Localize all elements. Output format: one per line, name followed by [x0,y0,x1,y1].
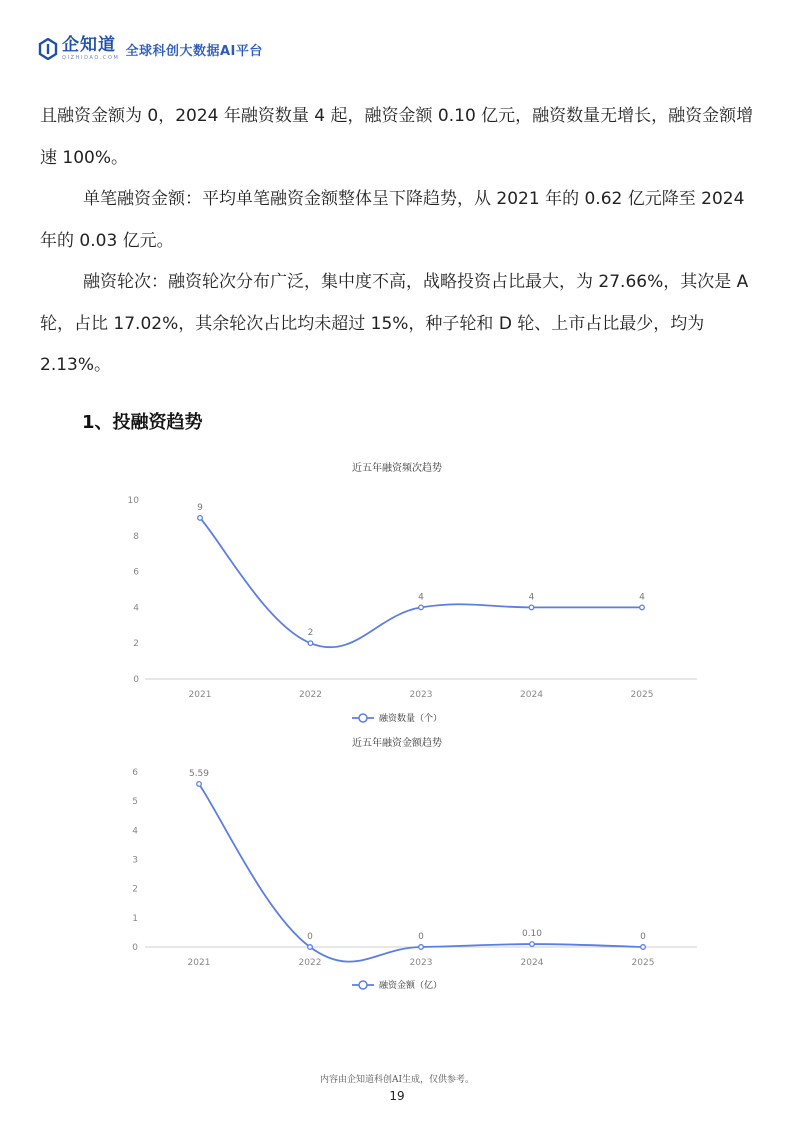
y-tick-label: 4 [133,603,139,614]
page-number: 19 [389,1089,405,1103]
brand-block [62,37,119,61]
x-tick-label: 2023 [409,690,433,700]
data-point [419,605,424,610]
x-tick-label: 2025 [631,958,655,968]
paragraph-rounds: 融资轮次：融资轮次分布广泛，集中度不高，战略投资占比最大，为 27.66%，其次是 A 轮，占比 17.02%，其余轮次占比均未超过 15%，种子轮和 D 轮、上市占比最少，均为 2.13%。 [40,272,749,375]
data-point [640,605,645,610]
data-point [308,641,313,646]
data-point [197,782,202,787]
x-tick-label: 2025 [630,690,654,700]
x-tick-label: 2024 [520,958,544,968]
data-point [529,605,534,610]
y-tick-label: 3 [132,855,138,866]
data-point [308,945,313,950]
data-label: 4 [418,592,424,603]
brand-logo-icon [38,38,58,60]
x-tick-label: 2024 [520,690,543,700]
chart-title: 近五年融资频次趋势 [352,463,442,474]
brand-slogan: 全球科创大数据AI平台 [125,43,263,59]
page-header [38,36,263,62]
data-label: 2 [307,628,314,639]
data-label: 0 [640,932,646,942]
brand-domain: QIZHIDAO.COM [62,55,120,61]
y-tick-label: 1 [132,913,138,924]
legend-label: 融资金额（亿） [379,981,443,991]
brand-name: 企知道 [62,35,116,55]
data-point [419,945,424,950]
y-tick-label: 0 [133,675,139,685]
y-tick-label: 2 [133,639,139,650]
data-point [198,516,203,521]
y-tick-label: 4 [132,826,138,837]
y-tick-label: 0 [132,943,138,953]
funding-frequency-svg [0,455,794,735]
chart-funding-amount [0,730,794,1002]
y-tick-label: 6 [132,768,138,778]
data-point [530,942,535,947]
legend[interactable] [352,712,442,724]
y-tick-label: 5 [132,797,138,808]
y-tick-label: 10 [127,496,139,506]
chart-funding-frequency [0,455,794,735]
chart-title: 近五年融资金额趋势 [352,738,442,749]
data-label: 4 [528,592,535,603]
x-tick-label: 2023 [409,958,433,968]
data-label: 0 [418,932,424,942]
data-label: 4 [639,592,645,603]
y-tick-label: 8 [133,531,139,542]
x-tick-label: 2021 [188,690,212,700]
y-tick-label: 2 [132,884,138,895]
legend-marker-icon [359,981,367,989]
data-label: 5.59 [188,768,210,779]
paragraph-single-amount: 单笔融资金额：平均单笔融资金额整体呈下降趋势，从 2021 年的 0.62 亿元降至 2024 年的 0.03 亿元。 [40,189,745,251]
y-tick-label: 6 [133,567,139,578]
paragraph-funding-summary: 且融资金额为 0，2024 年融资数量 4 起，融资金额 0.10 亿元，融资数量无增长，融资金额增速 100%。 [40,106,754,168]
x-tick-label: 2022 [299,690,322,700]
data-point [641,945,646,950]
data-label: 0.10 [521,929,543,940]
footer-disclaimer: 内容由企知道科创AI生成，仅供参考。 [319,1075,475,1085]
series-line [200,518,642,647]
legend-label: 融资数量（个） [379,714,443,724]
legend-marker-icon [359,714,367,722]
x-tick-label: 2021 [187,958,211,968]
funding-amount-svg [0,730,794,1002]
section-title: 1、投融资趋势 [82,412,203,433]
legend[interactable] [352,979,442,991]
data-label: 0 [307,932,313,942]
x-tick-label: 2022 [298,958,322,968]
data-label: 9 [197,502,203,513]
